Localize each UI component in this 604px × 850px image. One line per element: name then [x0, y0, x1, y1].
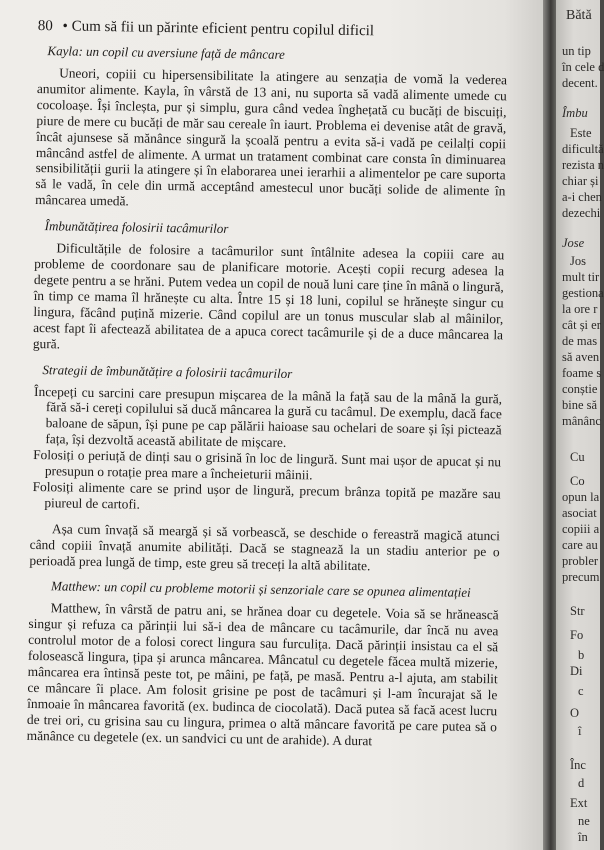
page-content	[27, 18, 508, 751]
facing-text: a-i chen	[562, 190, 602, 204]
page-number: 80	[37, 18, 53, 35]
facing-text: probler	[562, 554, 599, 568]
facing-text: ne	[578, 814, 590, 828]
facing-text: dificultă	[562, 142, 604, 156]
kayla-heading: Kayla: un copil cu aversiune față de mâncare	[47, 43, 286, 62]
facing-text: gestiona	[562, 286, 604, 300]
cutlery-paragraph: Dificultățile de folosire a tacâmurilor sunt întâlnite adesea la copiii care au probleme de coordonare sau de planificare motorie. Acești copii recurg adesea la degete pentru a se hrăni. Putem vedea un copil de nouă luni care ține în mână o lingură, în timp ce mama îl hrănește cu alta. Între 15 și 18 luni, copilul se hrănește singur cu lingura, făcând puțină mizerie. Când copilul are un tonus muscular slab al mâinilor, acest fapt îi afectează abilitatea de a apuca corect tacâmurile și de a duce mâncarea la gură.	[32, 240, 505, 351]
facing-text: la ore r	[562, 302, 598, 316]
facing-text: asociat	[562, 506, 597, 520]
facing-text: un tip	[562, 44, 591, 58]
facing-text: b	[578, 648, 585, 662]
facing-text: c	[578, 684, 584, 698]
facing-text: Co	[570, 474, 585, 488]
facing-text: î	[578, 724, 582, 738]
facing-text: O	[570, 706, 580, 720]
facing-text: mult tir	[562, 270, 600, 284]
header-separator: •	[62, 18, 69, 35]
matthew-heading: Matthew: un copil cu probleme motorii și senzoriale care se opunea alimentației	[50, 578, 471, 601]
facing-text: mânânc	[562, 414, 601, 428]
window-paragraph: Așa cum învață să meargă și să vorbească, se deschide o fereastră magică atunci când copiii învață anumite abilități. Dacă se stagnează la un stadiu anterior pe o perioadă prea lungă de timp, este greu să treceți la altă abilitate.	[29, 521, 501, 573]
facing-text: d	[578, 776, 585, 790]
matthew-paragraph: Matthew, în vârstă de patru ani, se hrănea doar cu degetele. Voia să se hrănească singur și refuza ca părinții lui să-i dea de mâncare cu tacâmurile, dar încă nu avea controlul motor de a folosi corect lingura sau furculița. Dacă părinții insistau ca el să folosească lingura, țipa și arunca mâncarea. Mâncatul cu degetele făcea multă mizerie, mâncarea era întinsă peste tot, pe mâini, pe față, pe masă. Pentru a-l ajuta, am stabilit ce mâncare îi place. Am folosit grisine pe post de tacâmuri și l-am încurajat să le înmoaie în mâncarea favorită (ex. budinca de ciocolată). Dacă putea să facă acest lucru de trei ori, cu grisina sau cu lingura, primea o altă mâncare favorită pe care putea să o mănânce cu degetele (ex. un sandvici cu unt de arahide). A durat	[26, 600, 499, 749]
strategy-item: Începeți cu sarcini care presupun mișcarea de la mână la față sau de la mână la gură, fără să-i cereți copilului să ducă mâncarea la gură cu tacâmul. De exemplu, dacă face baloane de săpun, își pune pe cap pălării haioase sau ochelari de soare și își pictează fața, își dezvoltă această abilitate de mișcare.	[34, 383, 503, 451]
facing-text: Fo	[570, 628, 584, 642]
facing-text: copiii a	[562, 522, 600, 536]
facing-text: dezechi	[562, 206, 601, 220]
cutlery-heading: Îmbunătățirea folosirii tacâmurilor	[44, 218, 229, 237]
book-gutter	[543, 0, 557, 850]
facing-text: să aven	[562, 350, 600, 364]
facing-text: în cele d	[562, 60, 604, 74]
running-header	[38, 18, 508, 42]
facing-text: cât și er	[562, 318, 601, 332]
book-title: Cum să fii un părinte eficient pentru copilul dificil	[71, 18, 375, 40]
facing-text: Înc	[570, 758, 586, 772]
strategy-item: Folosiți o periuță de dinți sau o grisină în loc de lingură. Sunt mai ușor de apucat și nu presupun o rotație prea mare a încheieturii mâinii.	[33, 447, 502, 483]
facing-text: foame s	[562, 366, 602, 380]
facing-text: care au	[562, 538, 598, 552]
facing-page-edge	[556, 0, 604, 850]
facing-text: Îmbu	[562, 106, 588, 120]
facing-text: bine să	[562, 398, 598, 412]
facing-text: decent.	[562, 76, 598, 90]
strategies-heading: Strategii de îmbunătățire a folosirii tacâmurilor	[42, 361, 293, 381]
strategies-list	[30, 383, 502, 518]
facing-text: Cu	[570, 450, 585, 464]
strategy-item: Folosiți alimente care se prind ușor de lingură, precum brânza topită pe mazăre sau piureul de cartofi.	[32, 478, 501, 512]
facing-text: Jos	[570, 254, 586, 268]
facing-text: Ext	[570, 796, 588, 810]
facing-text: rezista n	[562, 158, 604, 172]
facing-text: în	[578, 830, 588, 844]
facing-text: Str	[570, 604, 585, 618]
facing-text: conștie	[562, 382, 598, 396]
facing-text: chiar și	[562, 174, 599, 188]
kayla-paragraph: Uneori, copiii cu hipersensibilitate la atingere au senzația de vomă la vederea anumitor alimente. Kayla, în vârstă de 13 ani, nu suporta să vadă alimente umede cu cocoloașe. Își încleșta, pur și simplu, gura când vedea înghețată cu bucăți de biscuiți, piure de mere cu bucăți de măr sau cereale în iaurt. Problema ei devenise atât de gravă, încât ajunsese să mănânce singură la școală pentru a evita să-i vadă pe ceilalți copii mâncând astfel de alimente. A urmat un tratament combinat care consta în diminuarea sensibilității gurii la atingere și în elaborarea unei ierarhii a alimentelor pe care suporta să le vadă, în cele din urmă acceptând amestecul unor bucăți solide de alimente în mâncarea umedă.	[35, 65, 508, 209]
facing-text: de mas	[562, 334, 598, 348]
facing-text: opun la	[562, 490, 600, 504]
facing-text: precum	[562, 570, 600, 584]
facing-text: Jose	[562, 236, 585, 250]
facing-text: Este	[570, 126, 592, 140]
facing-text: Di	[570, 664, 583, 678]
facing-text: Bătă	[566, 8, 592, 23]
